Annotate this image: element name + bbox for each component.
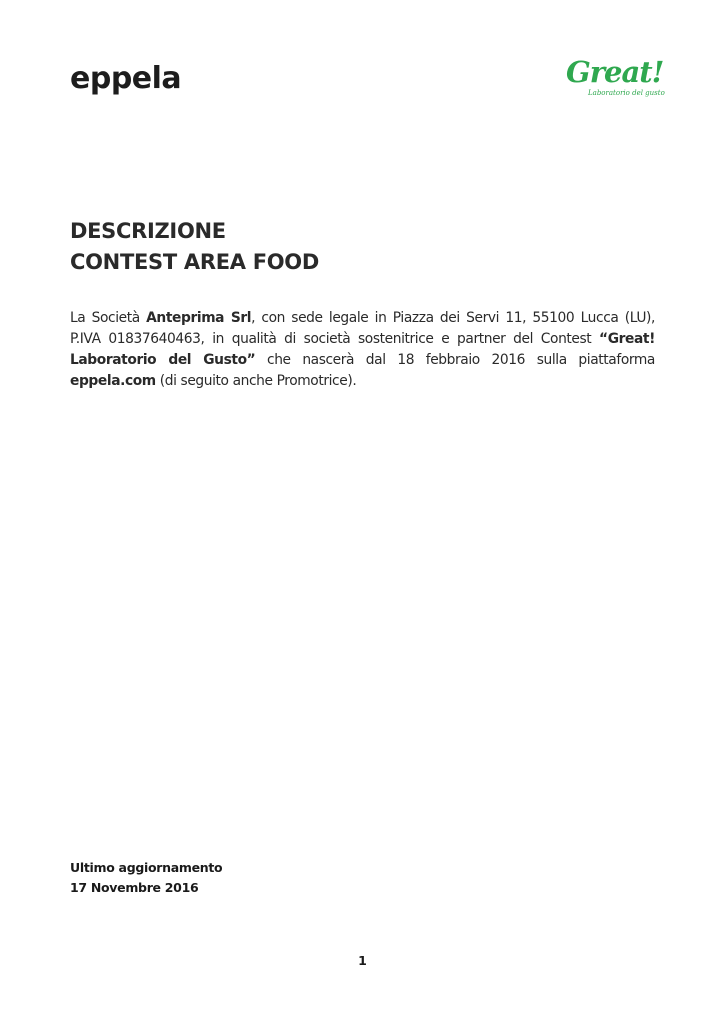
contest-name: “Great! Laboratorio del Gusto” <box>70 331 655 368</box>
page-number: 1 <box>358 953 367 968</box>
platform-name: eppela.com <box>70 373 156 389</box>
document-title-line-2: CONTEST AREA FOOD <box>70 250 319 274</box>
intro-text-1: La Società <box>70 310 147 326</box>
last-update <box>70 858 222 898</box>
great-logo-word: Great! <box>566 55 664 89</box>
last-update-label: Ultimo aggiornamento <box>70 860 223 875</box>
last-update-date: 17 Novembre 2016 <box>70 880 199 895</box>
great-logo-subtitle: Laboratorio del gusto <box>588 89 665 97</box>
great-logo <box>566 55 665 108</box>
intro-paragraph <box>70 308 655 392</box>
intro-text-3: che nascerà dal 18 febbraio 2016 sulla piattaforma <box>255 352 655 368</box>
document-title-line-1: DESCRIZIONE <box>70 219 226 243</box>
document-title <box>70 216 319 278</box>
company-name: Anteprima Srl <box>146 310 252 326</box>
intro-text-2: , con sede legale in Piazza dei Servi 11, 55100 Lucca (LU), P.IVA 01837640463, in qualità di società sostenitrice e partner del Contest <box>70 310 655 347</box>
eppela-logo: eppela <box>70 61 182 96</box>
intro-text-4: (di seguito anche Promotrice). <box>155 373 357 389</box>
